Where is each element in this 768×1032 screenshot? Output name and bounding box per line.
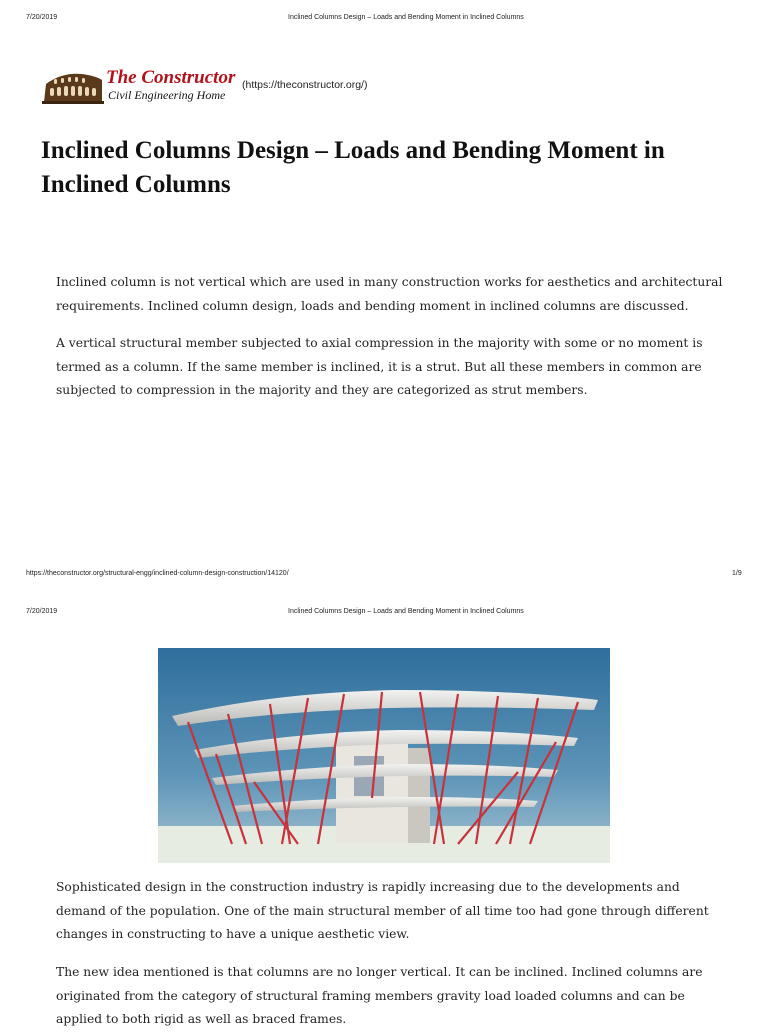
page1-page-number: 1/9 bbox=[732, 570, 742, 577]
intro-paragraph: Inclined column is not vertical which are used in many construction works for aesthetics and architectural requirements. Inclined column design, loads and bending moment in inclined columns are discussed. bbox=[56, 275, 723, 313]
page-title: Inclined Columns Design – Loads and Bending Moment in Inclined Columns bbox=[41, 137, 665, 198]
sophisticated-design-paragraph: Sophisticated design in the construction industry is rapidly increasing due to the developments and demand of the population. One of the main structural member of all time too had gone through different changes in constructing to have a unique aesthetic view. bbox=[56, 880, 709, 941]
new-idea-paragraph: The new idea mentioned is that columns are no longer vertical. It can be inclined. Inclined columns are originated from the category of structural framing members gravity load loaded columns and can be applied to both rigid as well as braced frames. bbox=[56, 965, 703, 1026]
page1-footer-url[interactable]: https://theconstructor.org/structural-engg/inclined-column-design-construction/14120/ bbox=[26, 570, 289, 577]
inclined-columns-building-photo bbox=[158, 648, 610, 863]
site-logo[interactable] bbox=[42, 66, 242, 106]
logo-tagline: Civil Engineering Home bbox=[108, 88, 226, 102]
colosseum-logo-icon bbox=[42, 66, 104, 106]
definition-paragraph: A vertical structural member subjected to axial compression in the majority with some or no moment is termed as a column. If the same member is inclined, it is a strut. But all these members in common are subjected to compression in the majority and they are categorized as strut members. bbox=[56, 336, 703, 397]
page2-header-date: 7/20/2019 bbox=[26, 608, 58, 615]
page1-header-date: 7/20/2019 bbox=[26, 14, 58, 21]
page2-header-title: Inclined Columns Design – Loads and Bending Moment in Inclined Columns bbox=[288, 608, 524, 615]
page1-header-title: Inclined Columns Design – Loads and Bending Moment in Inclined Columns bbox=[288, 14, 524, 21]
logo-brand-name: The Constructor bbox=[106, 67, 236, 88]
logo-link[interactable]: (https://theconstructor.org/) bbox=[242, 79, 368, 91]
